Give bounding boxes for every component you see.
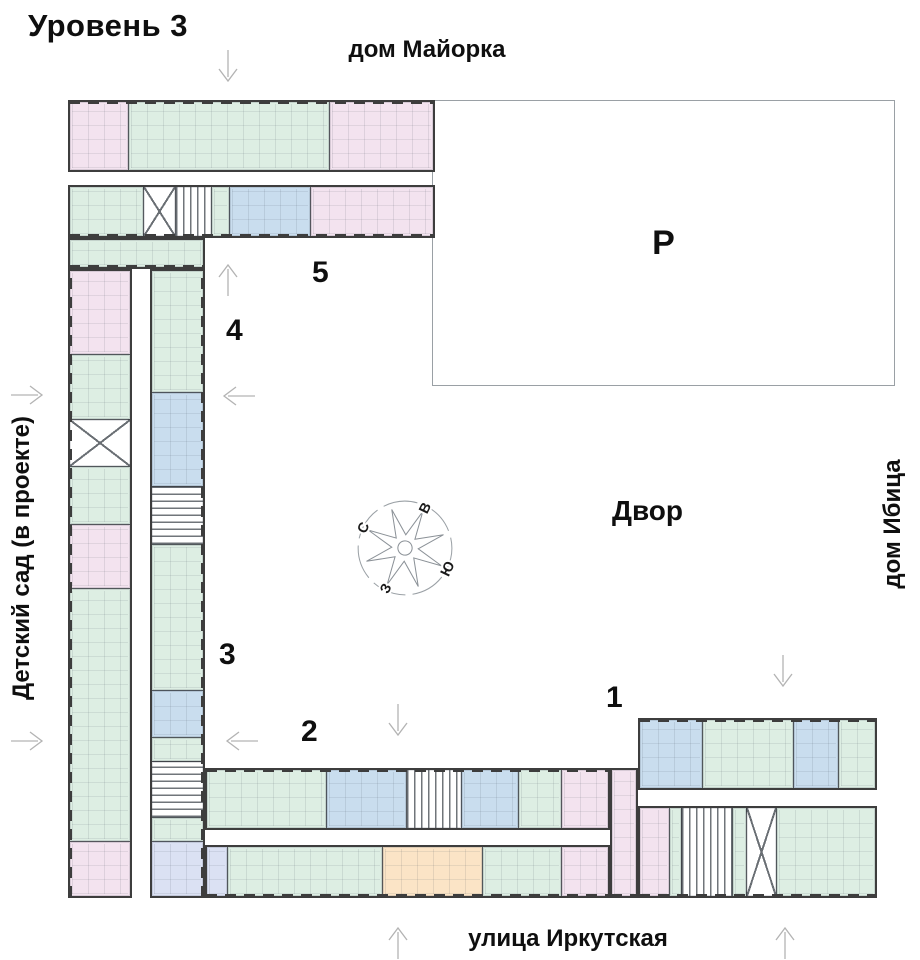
apartment-unit-pink: [329, 102, 433, 170]
compass-south-label: Ю: [437, 558, 459, 580]
wing-bottom-outer-row: [205, 768, 610, 830]
elevator-core: [746, 808, 776, 896]
apartment-unit-mint: [518, 770, 561, 828]
apartment-unit-mint: [152, 544, 203, 690]
label-street-irkutskaya: улица Иркутская: [468, 925, 668, 952]
elevator-core: [70, 419, 130, 466]
entrance-arrow-left-icon: [222, 385, 256, 407]
apartment-unit-pink: [70, 524, 130, 588]
apartment-unit-mint: [702, 720, 793, 788]
apartment-unit-blue: [461, 770, 518, 828]
section-number-2: 2: [301, 715, 318, 748]
apartment-unit-blue: [793, 720, 838, 788]
wing-section1-outer-row: [638, 718, 877, 790]
label-courtyard: Двор: [612, 495, 683, 526]
wing-left-inner-row: [150, 269, 205, 898]
apartment-unit-pink: [561, 847, 608, 896]
compass-east-label: В: [416, 500, 436, 517]
apartment-unit-mint: [152, 817, 203, 841]
section-number-4: 4: [226, 314, 243, 347]
section-number-5: 5: [312, 256, 329, 289]
stair-core: [406, 770, 461, 828]
apartment-unit-pink: [612, 770, 636, 896]
stair-core: [152, 761, 203, 818]
apartment-unit-blue: [640, 720, 702, 788]
apartment-unit-pink: [640, 808, 669, 896]
stair-core: [175, 187, 210, 236]
apartment-unit-mint: [70, 466, 130, 524]
elevator-core: [143, 187, 175, 236]
apartment-unit-mint: [70, 240, 203, 267]
wing-top-inner-row: [68, 185, 435, 238]
apartment-unit-mint: [70, 588, 130, 841]
entrance-arrow-up-icon: [217, 263, 239, 297]
parking-area: [432, 100, 895, 386]
entrance-arrow-up-icon: [774, 926, 796, 960]
entrance-arrow-right-icon: [10, 384, 44, 406]
entrance-arrow-down-icon: [387, 703, 409, 737]
apartment-unit-mint: [152, 737, 203, 761]
apartment-unit-mint: [211, 187, 230, 236]
section-number-3: 3: [219, 638, 236, 671]
compass-group: [349, 492, 461, 604]
apartment-unit-mint: [732, 808, 746, 896]
entrance-arrow-right-icon: [10, 730, 44, 752]
apartment-unit-mint: [128, 102, 329, 170]
apartment-unit-peach: [382, 847, 481, 896]
apartment-unit-mint: [152, 271, 203, 392]
apartment-unit-pink: [70, 271, 130, 354]
entrance-arrow-down-icon: [217, 49, 239, 83]
section-number-1: 1: [606, 681, 623, 714]
apartment-unit-pink: [70, 841, 130, 896]
apartment-unit-pink: [70, 102, 128, 170]
compass-north-label: С: [354, 519, 374, 537]
stair-core: [152, 486, 203, 544]
parking-label: Р: [652, 223, 675, 262]
compass-rose: [349, 492, 461, 604]
apartment-unit-blue: [229, 187, 310, 236]
apartment-unit-mint: [838, 720, 875, 788]
entrance-arrow-left-icon: [225, 730, 259, 752]
apartment-unit-periwinkle: [152, 841, 203, 896]
apartment-unit-blue: [152, 690, 203, 737]
apartment-unit-mint: [227, 847, 383, 896]
label-building-ibiza: дом Ибица: [879, 459, 906, 589]
apartment-unit-pink: [310, 187, 433, 236]
wing-section1-inner-row: [638, 806, 877, 898]
apartment-unit-blue: [326, 770, 406, 828]
wing-bottom-inner-row: [205, 845, 610, 898]
apartment-unit-mint: [207, 770, 326, 828]
apartment-unit-mint: [776, 808, 875, 896]
stair-core: [681, 808, 732, 896]
apartment-unit-pink: [561, 770, 608, 828]
apartment-unit-mint: [70, 354, 130, 419]
page-title: Уровень 3: [28, 8, 188, 43]
apartment-unit-mint: [669, 808, 682, 896]
entrance-arrow-up-icon: [387, 926, 409, 960]
label-building-mayorka: дом Майорка: [348, 36, 506, 63]
wing-left-outer-row: [68, 269, 132, 898]
apartment-unit-mint: [70, 187, 143, 236]
wing-corner-block: [68, 238, 205, 269]
apartment-unit-blue: [152, 392, 203, 486]
wing-junction-block: [610, 768, 638, 898]
apartment-unit-mint: [482, 847, 561, 896]
entrance-arrow-down-icon: [772, 654, 794, 688]
apartment-unit-periwinkle: [207, 847, 227, 896]
wing-top-outer-row: [68, 100, 435, 172]
compass-west-label: З: [377, 581, 396, 597]
label-kindergarten: Детский сад (в проекте): [8, 416, 35, 700]
